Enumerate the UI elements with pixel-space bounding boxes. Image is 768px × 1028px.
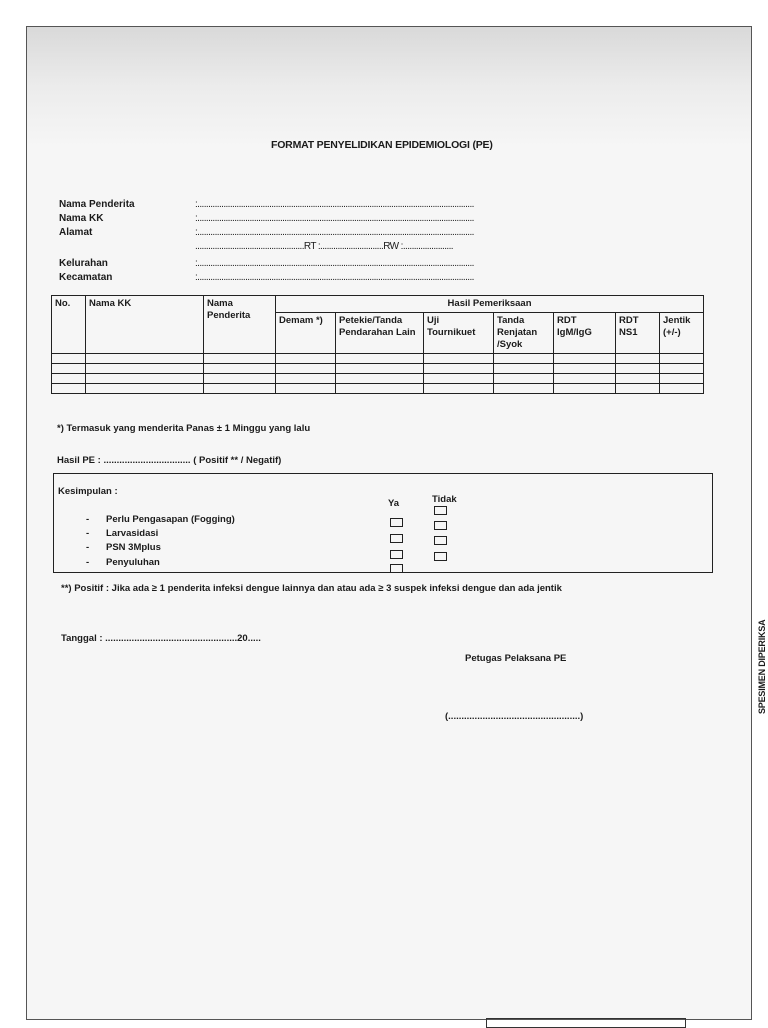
field-label-kecamatan: Kecamatan — [59, 272, 113, 283]
checkbox-penyuluhan-ya[interactable] — [390, 564, 403, 573]
tanggal-line: Tanggal : ..................................................20..... — [61, 633, 261, 644]
header-tanda-renjatan: Tanda Renjatan /Syok — [494, 313, 554, 354]
hasil-pe-line: Hasil PE : ................................. ( Positif ** / Negatif) — [57, 455, 282, 466]
header-no: No. — [52, 296, 86, 354]
checkbox-penyuluhan-tidak[interactable] — [434, 552, 447, 561]
checkbox-fogging-ya[interactable] — [390, 518, 403, 527]
checkbox-psn-ya[interactable] — [390, 550, 403, 559]
field-label-nama-penderita: Nama Penderita — [59, 199, 135, 210]
header-rdt-igm-igg: RDT IgM/IgG — [554, 313, 616, 354]
table-row — [52, 364, 704, 374]
item-psn-3mplus: PSN 3Mplus — [106, 542, 161, 553]
header-uji-tournikuet: Uji Tournikuet — [424, 313, 494, 354]
side-stamp: SPESIMEN DIPERIKSA — [757, 619, 767, 714]
column-tidak: Tidak — [432, 494, 457, 505]
item-penyuluhan: Penyuluhan — [106, 557, 160, 568]
checkbox-psn-tidak[interactable] — [434, 536, 447, 545]
bottom-corner-box — [486, 1018, 686, 1028]
header-rdt-ns1: RDT NS1 — [616, 313, 660, 354]
signature-line: (..................................................) — [445, 711, 584, 722]
bullet-dash: - — [86, 542, 90, 553]
kesimpulan-box — [53, 473, 713, 573]
header-hasil-pemeriksaan: Hasil Pemeriksaan — [276, 296, 704, 313]
field-label-nama-kk: Nama KK — [59, 213, 104, 224]
checkbox-fogging-tidak[interactable] — [434, 506, 447, 515]
field-label-kelurahan: Kelurahan — [59, 258, 108, 269]
field-label-alamat: Alamat — [59, 227, 93, 238]
document-title: FORMAT PENYELIDIKAN EPIDEMIOLOGI (PE) — [271, 139, 493, 151]
footnote-panas: *) Termasuk yang menderita Panas ± 1 Minggu yang lalu — [57, 423, 311, 434]
document-page — [26, 26, 752, 1020]
header-jentik: Jentik (+/-) — [660, 313, 704, 354]
item-larvasidasi: Larvasidasi — [106, 528, 159, 539]
field-line-rt-rw: ..................................................RT :.............................RW :....................... — [195, 241, 453, 252]
petugas-label: Petugas Pelaksana PE — [465, 653, 567, 664]
checkbox-larvasidasi-ya[interactable] — [390, 534, 403, 543]
table-row — [52, 374, 704, 384]
field-line-kelurahan: :............................................................................................................................... — [195, 258, 474, 269]
footnote-positif: **) Positif : Jika ada ≥ 1 penderita infeksi dengue lainnya dan atau ada ≥ 3 suspek infeksi dengue dan ada jentik — [61, 583, 562, 594]
field-line-alamat: :............................................................................................................................... — [195, 227, 474, 238]
examination-table — [51, 295, 704, 394]
bullet-dash: - — [86, 528, 90, 539]
header-petekie: Petekie/Tanda Pendarahan Lain — [336, 313, 424, 354]
scan-shadow — [27, 27, 752, 147]
bullet-dash: - — [86, 514, 90, 525]
column-ya: Ya — [388, 498, 400, 509]
checkbox-larvasidasi-tidak[interactable] — [434, 521, 447, 530]
header-nama-kk: Nama KK — [86, 296, 204, 354]
field-line-nama-kk: :............................................................................................................................... — [195, 213, 474, 224]
field-line-kecamatan: :............................................................................................................................... — [195, 272, 474, 283]
field-line-nama-penderita: :............................................................................................................................... — [195, 199, 474, 210]
kesimpulan-heading: Kesimpulan : — [58, 486, 118, 497]
table-row — [52, 354, 704, 364]
header-demam: Demam *) — [276, 313, 336, 354]
bullet-dash: - — [86, 557, 90, 568]
table-row — [52, 384, 704, 394]
item-fogging: Perlu Pengasapan (Fogging) — [106, 514, 235, 525]
header-nama-penderita: Nama Penderita — [204, 296, 276, 354]
